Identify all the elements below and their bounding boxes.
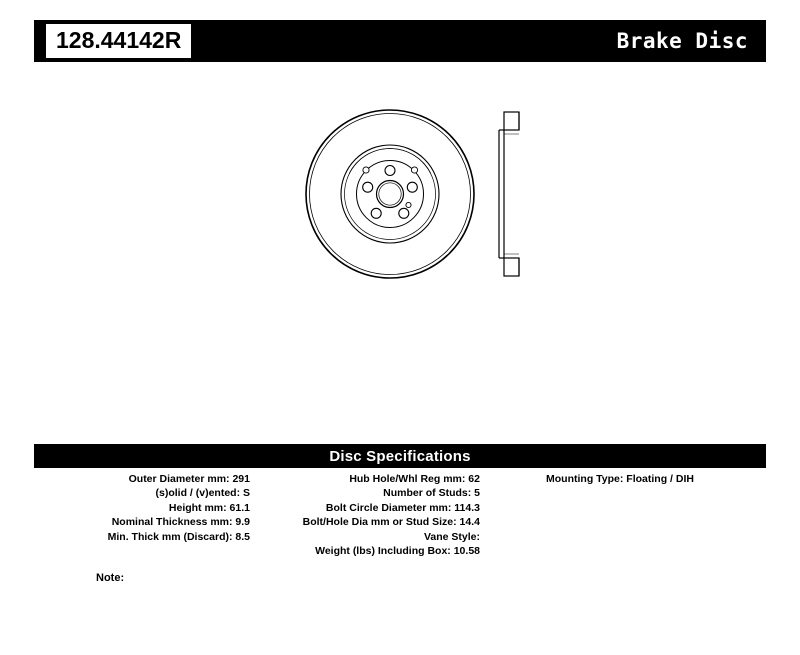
spec-column-right (546, 472, 766, 486)
spec-row: Outer Diameter mm: 291 (128, 473, 250, 485)
spec-row: Hub Hole/Whl Reg mm: 62 (349, 473, 480, 485)
spec-column-middle (260, 472, 480, 558)
rotor-side-view (496, 108, 544, 280)
spec-row: Bolt/Hole Dia mm or Stud Size: 14.4 (302, 516, 480, 529)
spec-row: Vane Style: (423, 530, 480, 543)
spec-body (34, 472, 766, 602)
header-title: Brake Disc (616, 29, 748, 53)
spec-column-left (34, 472, 250, 544)
header-bar (34, 20, 766, 62)
spec-row: Mounting Type: Floating / DIH (546, 473, 694, 485)
spec-row: Number of Studs: 5 (383, 487, 480, 500)
spec-row: Min. Thick mm (Discard): 8.5 (107, 530, 250, 543)
spec-row: Bolt Circle Diameter mm: 114.3 (325, 501, 480, 514)
note-label: Note: (96, 572, 125, 584)
spec-row: Height mm: 61.1 (168, 501, 250, 514)
spec-row: Nominal Thickness mm: 9.9 (111, 516, 250, 529)
technical-drawing (34, 70, 766, 430)
spec-heading: Disc Specifications (34, 444, 766, 468)
spec-row: Weight (lbs) Including Box: 10.58 (315, 545, 480, 558)
spec-row: (s)olid / (v)ented: S (155, 487, 250, 500)
rotor-face-view (304, 108, 476, 280)
part-number-badge: 128.44142R (46, 24, 191, 58)
